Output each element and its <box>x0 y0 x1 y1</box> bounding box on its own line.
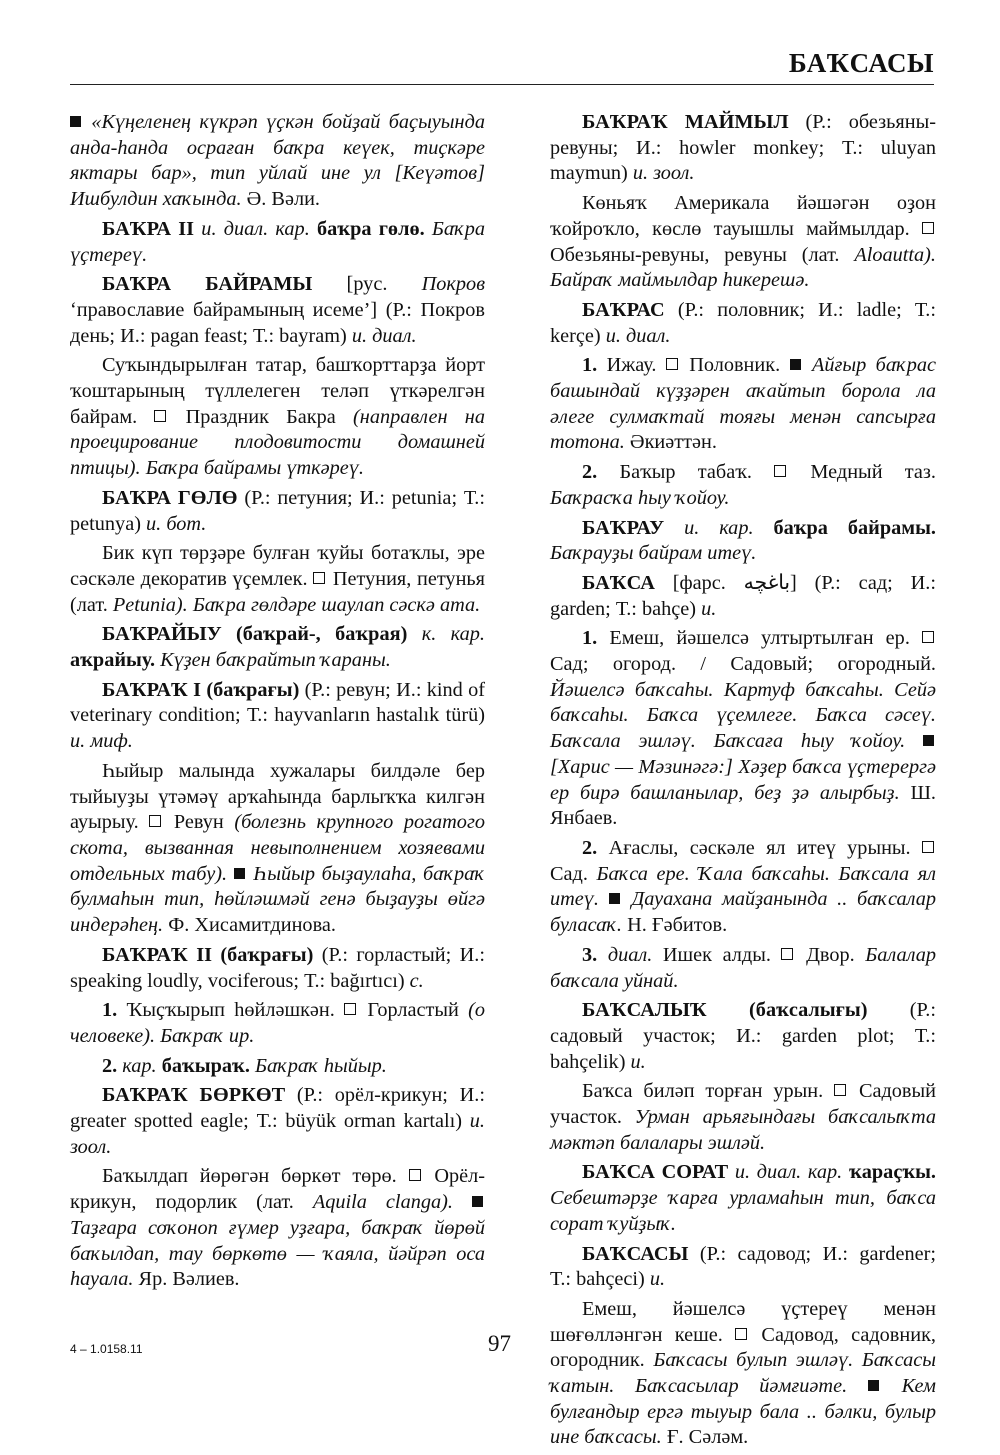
right-column <box>550 110 936 1455</box>
black-square-icon <box>790 359 801 370</box>
right-column-paragraph: БАҠРАҠ МАЙМЫЛ (Р.: обезьяны-ревуны; И.: howler monkey; Т.: uluyan maymun) и. зоол. <box>550 111 936 185</box>
right-column-paragraph: БАҠСА [фарс. باغچه] (Р.: сад; И.: garden; Т.: bahçe) и. <box>550 571 936 620</box>
black-square-icon <box>234 868 245 879</box>
left-column-paragraph: Суҡындырылған татар, башҡорттарҙа йорт ҡоштарының түллелеген теләп үткәрелгән байрам. Праздник Бакра (направлен на проецирование плодовитости домашней птицы). Баҡра байрамы үткәреү. <box>70 354 485 480</box>
left-column <box>70 110 485 1297</box>
white-square-icon <box>409 1169 421 1181</box>
left-column-paragraph: БАҠРА ГӨЛӨ (Р.: петуния; И.: petunia; Т.: petunya) и. бот. <box>70 486 486 535</box>
left-column-paragraph: Һыйыр малында хужалары билдәле бер тыйыуҙы үтәмәү арҡаһында барлыҡҡа килгән ауырыу. Ревун (болезнь крупного рогатого скота, вызванная невыполнением хозяевами отдельных табу). Һыйыр быҙаулаһа, баҡраҡ булмаһын тип, һөйләшмәй генә быҙауҙы өйгә индерәһең. Ф. Хисамитдинова. <box>70 759 485 937</box>
white-square-icon <box>313 572 325 584</box>
white-square-icon <box>922 841 934 853</box>
right-column-paragraph: 1. Емеш, йәшелсә ултыртылған ер. Сад; огород. / Садовый; огородный. Йәшелсә баҡсаһы. Картуф баҡсаһы. Сейә баҡсаһы. Баҡса үҫемлеге. Баҡса сәсеү. Баҡсала эшләү. Баҡсаға һыу ҡойоу. [Харис — Мәзинәгә:] Хәҙер баҡса үҫтерергә ер бирә башланылар, беҙ ҙә алырбыҙ. Ш. Янбаев. <box>550 627 937 830</box>
left-column-paragraph: 1. Ҡыҫҡырып һөйләшкән. Горластый (о человеке). Баҡраҡ ир. <box>70 999 485 1047</box>
left-column-paragraph: «Күңеленең күкрәп үҫкән бойҙай баҫыуында анда-һанда осраған баҡра кеүек, тиҫкәре яктары бар», тип уйлай ине ул [Кеүәтов] Ишбулдин хаҡында. Ә. Вәли. <box>70 111 485 211</box>
right-column-paragraph: 2. Баҡыр табаҡ. Медный таз. Баҡрасҡа һыу ҡойоу. <box>550 461 936 509</box>
right-column-paragraph: БАҠРАУ и. кар. баҡра байрамы. Баҡрауҙы байрам итеү. <box>550 516 936 565</box>
left-column-paragraph: Баҡылдап йөрөгән бөркөт төрө. Орёл-крикун, подорлик (лат. Aquila clanga). Таҙғара соҡоноп ғүмер уҙғара, баҡраҡ йөрөй баҡылдап, тау бөркөтө — ҡаяла, йәйрәп оса һауала. Яр. Вәлиев. <box>70 1165 485 1291</box>
left-column-paragraph: БАҠРАҠ БӨРКӨТ (Р.: орёл-крикун; И.: greater spotted eagle; Т.: büyük orman kartalı) и. зоол. <box>70 1084 485 1158</box>
header-rule <box>70 84 934 85</box>
white-square-icon <box>781 948 793 960</box>
left-column-paragraph: БАҠРА II и. диал. кар. баҡра гөлө. Баҡра үҫтереү. <box>70 217 485 266</box>
white-square-icon <box>774 465 786 477</box>
right-column-paragraph: 3. диал. Ишек алды. Двор. Балалар баҡсала уйнай. <box>550 943 936 992</box>
right-column-paragraph: БАҠСАСЫ (Р.: садовод; И.: gardener; Т.: bahçeci) и. <box>550 1242 936 1291</box>
right-column-paragraph: Баҡса биләп торған урын. Садовый участок. Урман арьяғындағы баҡсалыҡта мәктәп балалары эшләй. <box>550 1080 936 1154</box>
page-number: 97 <box>488 1331 511 1356</box>
white-square-icon <box>344 1003 356 1015</box>
left-column-paragraph: БАҠРАЙЫУ (баҡрай-, баҡрая) к. кар. аҡрайыу. Күҙен баҡрайтып ҡараны. <box>70 623 485 672</box>
white-square-icon <box>834 1084 846 1096</box>
right-column-paragraph: Көньяҡ Америкала йәшәгән оҙон ҡойроҡло, көслө тауышлы маймылдар. Обезьяны-ревуны, ревуны (лат. Aloautta). Байраҡ маймылдар һикерешә. <box>550 192 936 292</box>
right-column-paragraph: БАҠРАС (Р.: половник; И.: ladle; Т.: kerçe) и. диал. <box>550 298 936 347</box>
white-square-icon <box>922 631 934 643</box>
black-square-icon <box>609 893 620 904</box>
black-square-icon <box>472 1196 483 1207</box>
black-square-icon <box>868 1380 879 1391</box>
running-head: БАҠСАСЫ <box>788 48 934 78</box>
left-column-paragraph: БАҠРАҠ I (баҡрағы) (Р.: ревун; И.: kind of veterinary condition; Т.: hayvanların hastalık türü) и. миф. <box>70 678 485 753</box>
white-square-icon <box>735 1328 747 1340</box>
black-square-icon <box>70 116 81 127</box>
right-column-paragraph: БАҠСА СОРАТ и. диал. кар. ҡараҫҡы. Себештәрҙе ҡарға урламаһын тип, баҡса сорат ҡуйҙыҡ. <box>550 1161 937 1235</box>
right-column-paragraph: Емеш, йәшелсә үҫтереү менән шөғөлләнгән кеше. Садовод, садовник, огородник. Баҡсасы булып эшләү. Баҡсасы ҡатын. Баҡсасылар йәмғиәте. Кем булғандыр ергә тыуыр бала .. бәлки, булыр ине баҡсасы. Ғ. Сәләм. <box>550 1297 937 1449</box>
white-square-icon <box>666 358 678 370</box>
right-column-paragraph: 2. Ағаслы, сәскәле ял итеү урыны. Сад. Баҡса ере. Ҡала баҡсаһы. Баҡсала ял итеү. Дауахана майҙанында .. баҡсалар буласаҡ. Н. Ғәбитов. <box>550 836 936 937</box>
black-square-icon <box>923 735 934 746</box>
printer-signature: 4 – 1.0158.11 <box>70 1342 143 1356</box>
left-column-paragraph: БАҠРА БАЙРАМЫ [рус. Покров ‘православие байрамының исеме’] (Р.: Покров день; И.: pagan feast; Т.: bayram) и. диал. <box>70 273 485 347</box>
right-column-paragraph: 1. Ижау. Половник. Айғыр баҡрас башындай күҙҙәрен аҡайтып борола ла әлеге сулмаҡтай тояғы менән сапсырға тотона. Әкиәттән. <box>550 354 936 454</box>
left-column-paragraph: Бик күп төрҙәре булған ҡуйы ботаҡлы, эре сәскәле декоратив үҫемлек. Петуния, петунья (лат. Petunia). Баҡра гөлдәре шаулап сәскә ата. <box>70 542 485 616</box>
left-column-paragraph: БАҠРАҠ II (баҡрағы) (Р.: горластый; И.: speaking loudly, vociferous; Т.: bağırtıcı) с. <box>70 943 485 992</box>
left-column-paragraph: 2. кар. баҡыраҡ. Баҡраҡ һыйыр. <box>102 1054 387 1077</box>
white-square-icon <box>154 410 166 422</box>
right-column-paragraph: БАҠСАЛЫҠ (баҡсалығы) (Р.: садовый участок; И.: garden plot; Т.: bahçelik) и. <box>550 999 936 1073</box>
white-square-icon <box>922 222 934 234</box>
white-square-icon <box>149 815 161 827</box>
